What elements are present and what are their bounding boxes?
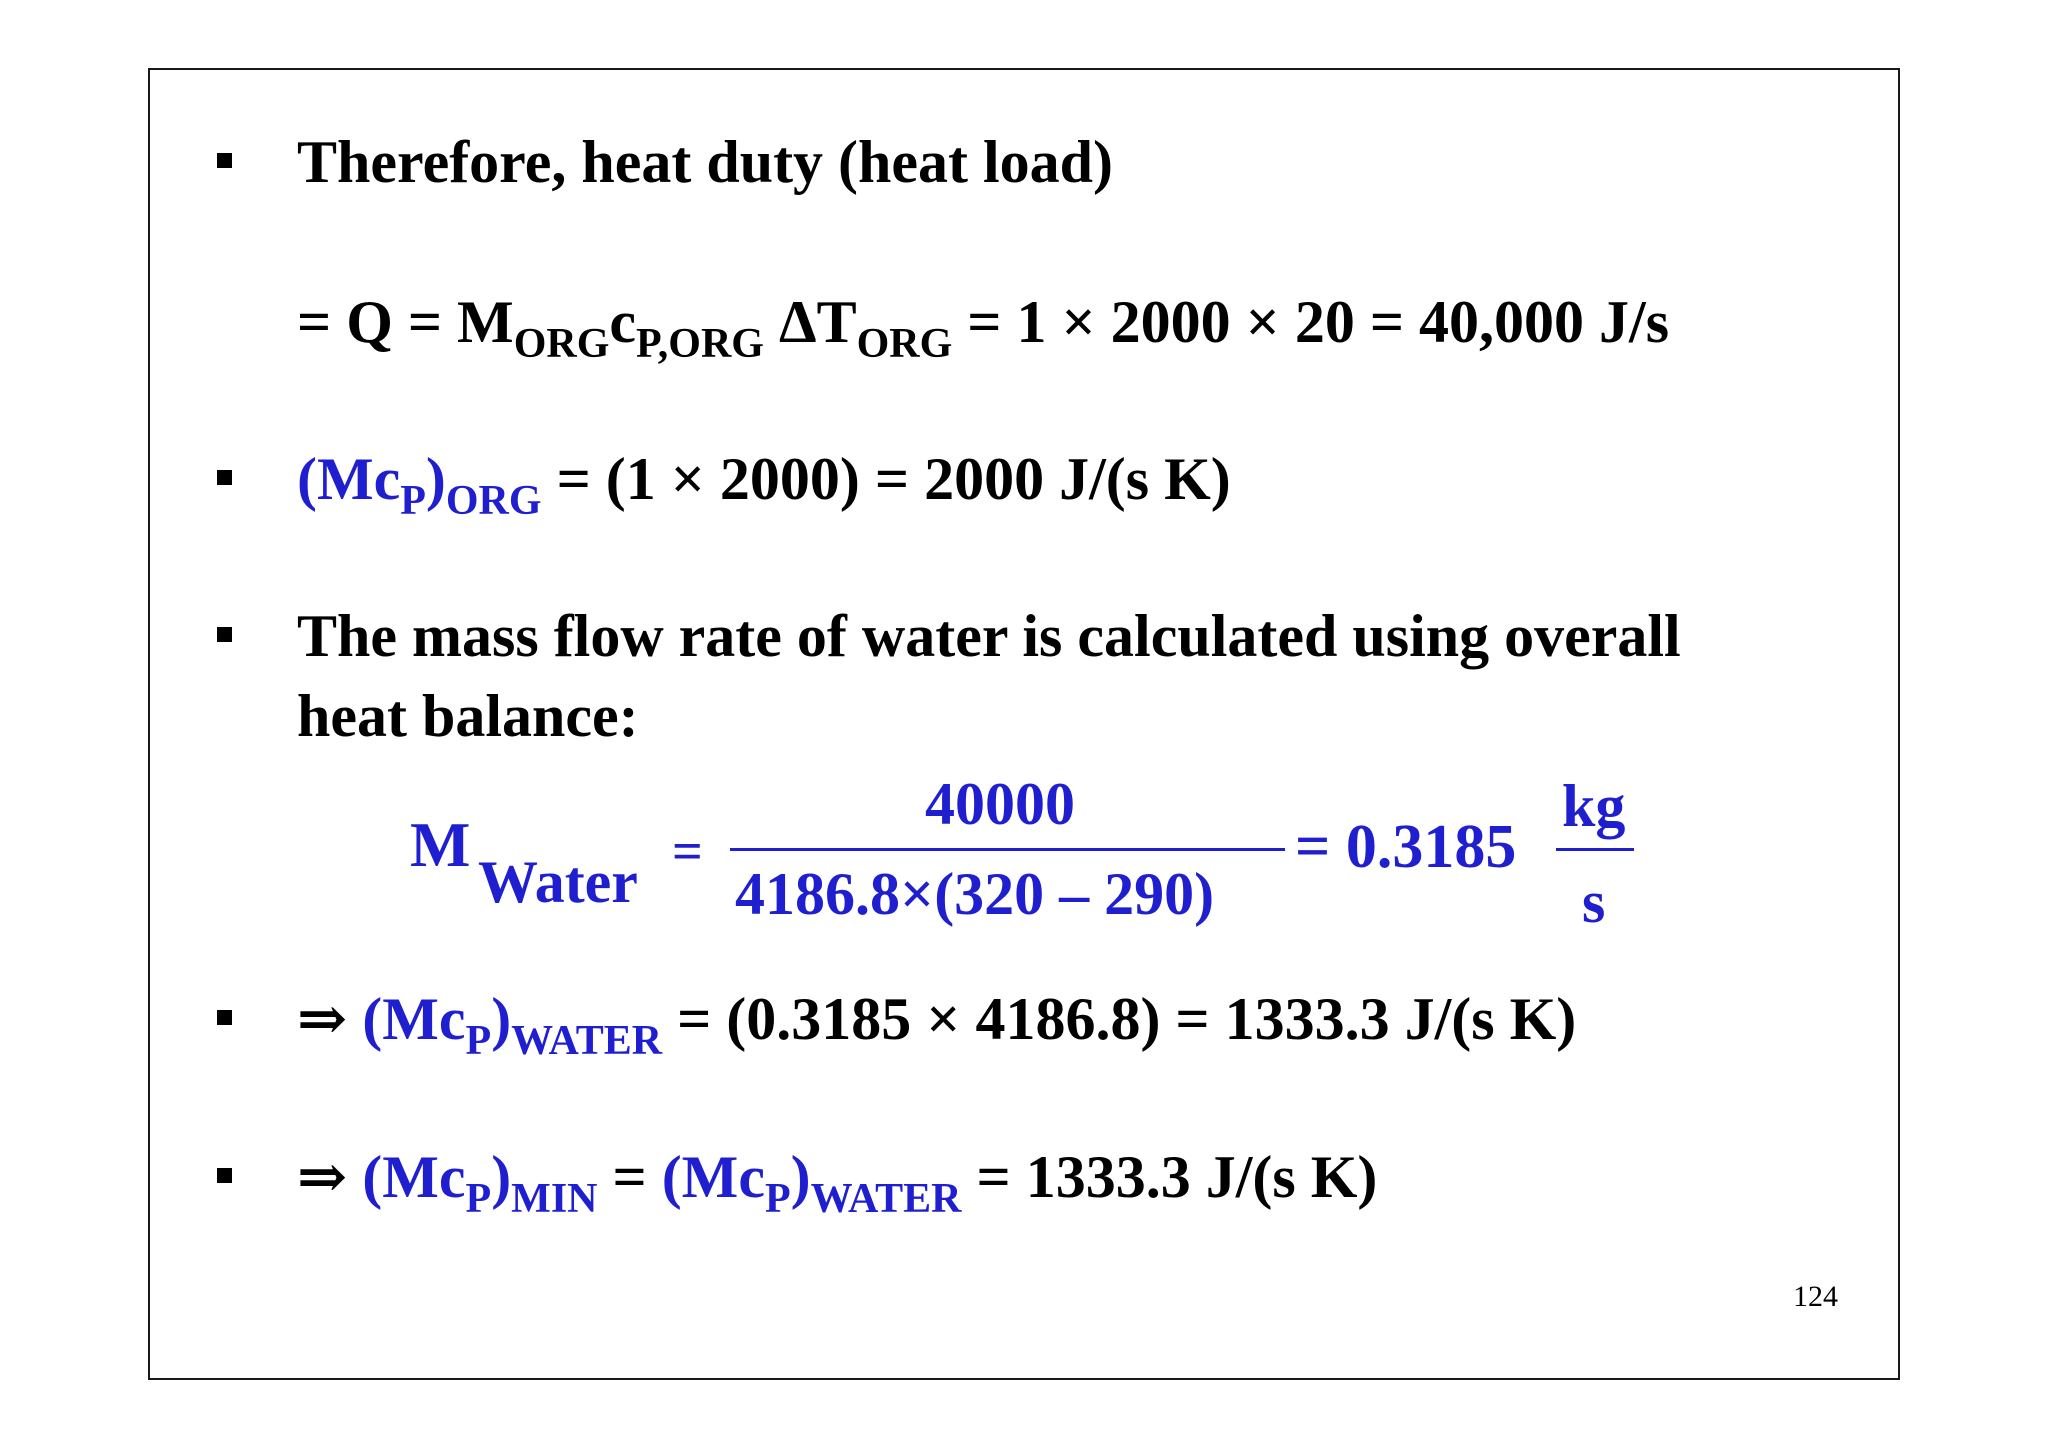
mcp-min-water-open: (Mc <box>661 1144 765 1210</box>
eq-m-symbol <box>410 808 470 882</box>
mcp-water-close: ) <box>491 986 512 1052</box>
mass-flow-text-b <box>297 683 639 749</box>
mcp-org-p-sub: P <box>400 477 426 524</box>
implies-arrow-2: ⇒ <box>297 1144 363 1210</box>
mcp-min-p-sub: P <box>465 1175 492 1222</box>
mcp-min-close: ) <box>491 1144 512 1210</box>
heat-duty-equation <box>297 289 1670 367</box>
eq-m-sub: ORG <box>513 320 610 367</box>
mcp-min-water-sub: WATER <box>810 1175 962 1222</box>
eq-m-letter: M <box>410 809 471 880</box>
eq-numerator-value: 40000 <box>925 771 1075 837</box>
eq-m-water-sub <box>478 848 638 917</box>
eq-result <box>1295 812 1516 883</box>
eq-denominator-value: 4186.8×(320 – 290) <box>735 861 1215 927</box>
mcp-org-result: = (1 × 2000) = 2000 J/(s K) <box>541 446 1231 512</box>
eq-delta-t: ΔT <box>763 289 857 355</box>
eq-equals-sign-1: = <box>672 821 703 881</box>
mcp-min-equals: = <box>597 1144 662 1210</box>
mcp-water-sub: WATER <box>511 1017 663 1064</box>
eq-c: c <box>609 289 636 355</box>
mcp-org-sub: ORG <box>445 477 542 524</box>
eq-result: = 1 × 2000 × 20 = 40,000 J/s <box>952 289 1670 355</box>
mcp-min-line <box>297 1144 1378 1222</box>
mcp-min-result: = 1333.3 J/(s K) <box>961 1144 1378 1210</box>
bullet-3 <box>217 627 232 642</box>
mass-flow-line-a: The mass flow rate of water is calculated using overall <box>297 603 1681 669</box>
eq-result-value: = 0.3185 <box>1295 813 1517 881</box>
eq-equals-1 <box>672 820 703 882</box>
eq-c-sub: P,ORG <box>636 320 764 367</box>
page-number: 124 <box>1793 1280 1838 1313</box>
mcp-org-line <box>297 446 1231 524</box>
eq-unit-numerator <box>1562 772 1625 841</box>
eq-denominator <box>735 860 1214 929</box>
mcp-min-open: (Mc <box>362 1144 466 1210</box>
mcp-min-water-close: ) <box>790 1144 811 1210</box>
eq-unit-denominator <box>1582 868 1605 937</box>
eq-numerator <box>925 770 1075 839</box>
eq-t-sub: ORG <box>856 320 953 367</box>
heat-duty-text: Therefore, heat duty (heat load) <box>297 129 1114 195</box>
eq-q-m: = Q = M <box>297 289 514 355</box>
implies-arrow-1: ⇒ <box>297 986 363 1052</box>
mcp-min-sub: MIN <box>511 1175 598 1222</box>
bullet-5 <box>217 1168 232 1183</box>
mcp-water-result: = (0.3185 × 4186.8) = 1333.3 J/(s K) <box>662 986 1577 1052</box>
mcp-water-line <box>297 986 1577 1064</box>
mcp-min-water-p-sub: P <box>764 1175 791 1222</box>
eq-water-label: Water <box>478 849 638 915</box>
bullet-4 <box>217 1010 232 1025</box>
mcp-water-p-sub: P <box>465 1017 492 1064</box>
eq-fraction-bar <box>730 848 1285 851</box>
bullet-2 <box>217 470 232 485</box>
eq-unit-fraction-bar <box>1556 848 1634 851</box>
mass-flow-line-b: heat balance: <box>297 683 639 749</box>
eq-unit-kg: kg <box>1562 773 1626 839</box>
mcp-org-open: (Mc <box>297 446 401 512</box>
mcp-org-close: ) <box>425 446 446 512</box>
eq-unit-s: s <box>1582 869 1606 935</box>
mcp-water-open: (Mc <box>362 986 466 1052</box>
heading-heat-duty <box>297 129 1114 195</box>
bullet-1 <box>217 153 232 168</box>
mass-flow-text-a <box>297 603 1681 669</box>
